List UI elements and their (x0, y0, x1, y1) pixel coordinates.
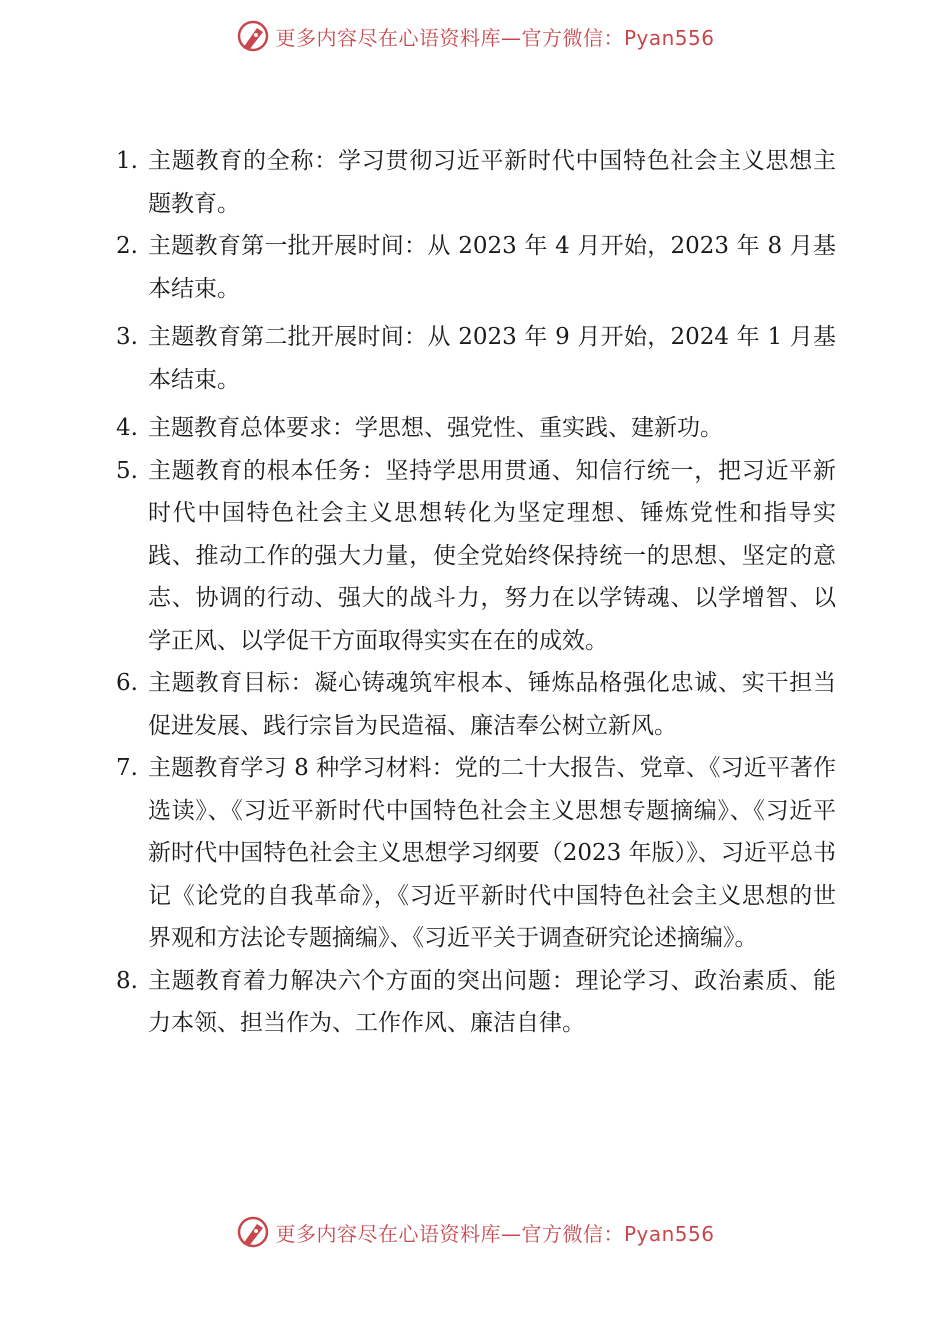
list-item (116, 316, 836, 401)
list-item-number: 5. (116, 457, 138, 484)
list-item (116, 140, 836, 225)
list-item (116, 960, 836, 1045)
list-item-text: 主题教育的根本任务：坚持学思用贯通、知信行统一，把习近平新时代中国特色社会主义思想转化为坚定理想、锤炼党性和指导实践、推动工作的强大力量，使全党始终保持统一的思想、坚定的意志、协调的行动、强大的战斗力，努力在以学铸魂、以学增智、以学正风、以学促干方面取得实实在在的成效。 (148, 457, 836, 654)
header-banner (0, 14, 950, 58)
footer-banner-text: 更多内容尽在心语资料库—官方微信：Pyan556 (275, 1221, 715, 1246)
list-item (116, 225, 836, 310)
list-item-text: 主题教育第二批开展时间：从 2023 年 9 月开始，2024 年 1 月基本结束。 (148, 324, 836, 393)
list-item-text: 主题教育目标：凝心铸魂筑牢根本、锤炼品格强化忠诚、实干担当促进发展、践行宗旨为民造福、廉洁奉公树立新风。 (148, 670, 836, 739)
list-item (116, 747, 836, 960)
document-body (116, 140, 836, 1045)
pen-nib-icon (235, 18, 271, 54)
list-item-number: 7. (116, 755, 138, 781)
list-item-text: 主题教育总体要求：学思想、强党性、重实践、建新功。 (148, 415, 723, 441)
list-item-text: 主题教育的全称：学习贯彻习近平新时代中国特色社会主义思想主题教育。 (148, 148, 836, 217)
list-item (116, 662, 836, 747)
list-item-text: 主题教育第一批开展时间：从 2023 年 4 月开始，2023 年 8 月基本结束。 (148, 233, 836, 302)
list-item-text: 主题教育学习 8 种学习材料：党的二十大报告、党章、《习近平著作选读》、《习近平新时代中国特色社会主义思想专题摘编》、《习近平新时代中国特色社会主义思想学习纲要（2023 年版）》、习近平总书记《论党的自我革命》，《习近平新时代中国特色社会主义思想的世界观和方法论专题摘编》、《习近平关于调查研究论述摘编》。 (148, 755, 836, 951)
list-item-text: 主题教育着力解决六个方面的突出问题：理论学习、政治素质、能力本领、担当作为、工作作风、廉洁自律。 (148, 967, 836, 1036)
list-item (116, 407, 836, 450)
list-item-number: 4. (116, 415, 138, 441)
list-item-number: 2. (116, 233, 138, 259)
list-item-number: 6. (116, 670, 138, 696)
pen-nib-icon (235, 1214, 271, 1250)
list-item-number: 8. (116, 967, 138, 994)
footer-banner (0, 1210, 950, 1254)
list-item-number: 3. (116, 324, 138, 350)
list-item (116, 450, 836, 663)
header-banner-text: 更多内容尽在心语资料库—官方微信：Pyan556 (275, 25, 715, 50)
list-item-number: 1. (116, 148, 138, 174)
